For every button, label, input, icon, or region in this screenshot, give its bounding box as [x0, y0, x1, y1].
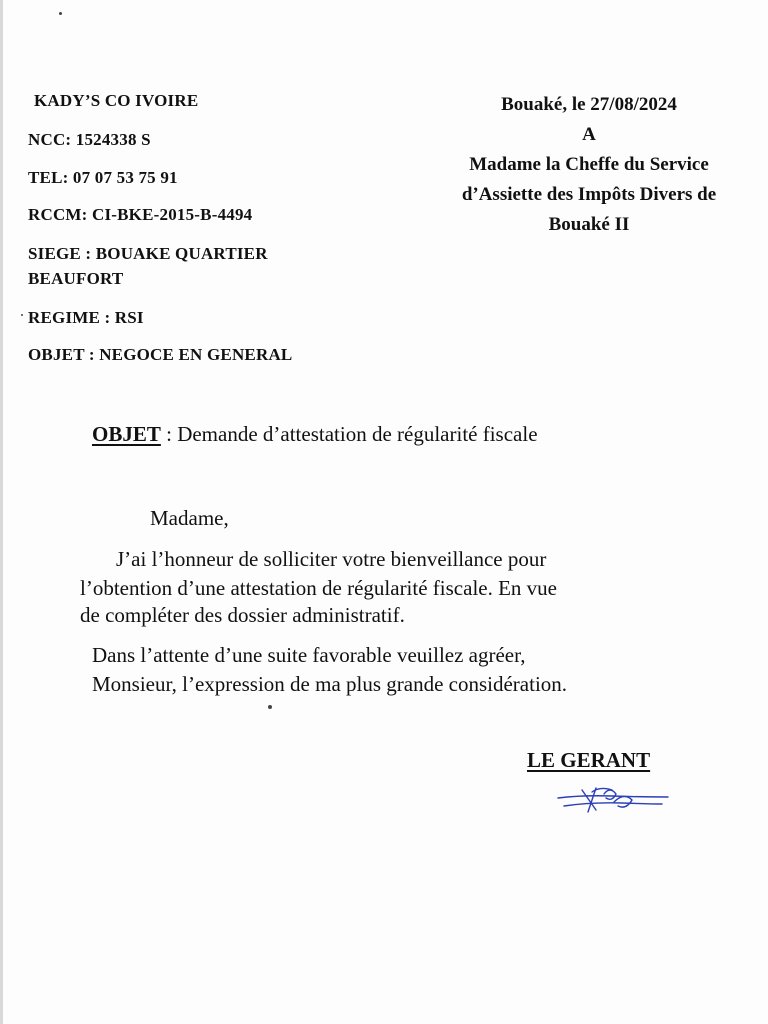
scan-edge — [0, 0, 3, 1024]
paragraph1-line3: de compléter des dossier administratif. — [80, 603, 405, 627]
sender-ncc: NCC: 1524338 S — [28, 130, 151, 149]
recipient-line3: Bouaké II — [548, 214, 630, 235]
paragraph2-line2: Monsieur, l’expression de ma plus grande considération. — [92, 672, 568, 696]
recipient-line1: Madame la Cheffe du Service — [469, 154, 709, 175]
sender-siege-line2: BEAUFORT — [28, 269, 124, 288]
sender-company: KADY’S CO IVOIRE — [34, 91, 199, 110]
recipient-line2: d’Assiette des Impôts Divers de — [461, 184, 717, 205]
salutation: Madame, — [150, 506, 229, 530]
paragraph1-line1: J’ai l’honneur de solliciter votre bienveillance pour — [116, 547, 547, 571]
scan-speck — [59, 12, 62, 15]
signature-mark — [552, 780, 672, 820]
place-date: Bouaké, le 27/08/2024 — [501, 94, 677, 115]
paragraph2-line1: Dans l’attente d’une suite favorable veuillez agréer, — [92, 643, 526, 667]
sender-tel: TEL: 07 07 53 75 91 — [28, 168, 178, 187]
sender-regime: REGIME : RSI — [28, 308, 144, 327]
sender-rccm: RCCM: CI-BKE-2015-B-4494 — [28, 205, 253, 224]
sender-objet: OBJET : NEGOCE EN GENERAL — [28, 345, 293, 364]
subject-label: OBJET — [92, 422, 161, 446]
subject-text: : Demande d’attestation de régularité fiscale — [160, 422, 538, 446]
subject-line — [92, 422, 538, 447]
signer-title: LE GERANT — [527, 748, 651, 772]
paragraph1-line2: l’obtention d’une attestation de régularité fiscale. En vue — [80, 576, 557, 600]
sender-siege-line1: SIEGE : BOUAKE QUARTIER — [28, 244, 268, 263]
recipient-block — [420, 90, 758, 240]
scan-speck — [268, 705, 272, 709]
scan-speck — [21, 314, 23, 316]
recipient-to: A — [582, 124, 596, 145]
